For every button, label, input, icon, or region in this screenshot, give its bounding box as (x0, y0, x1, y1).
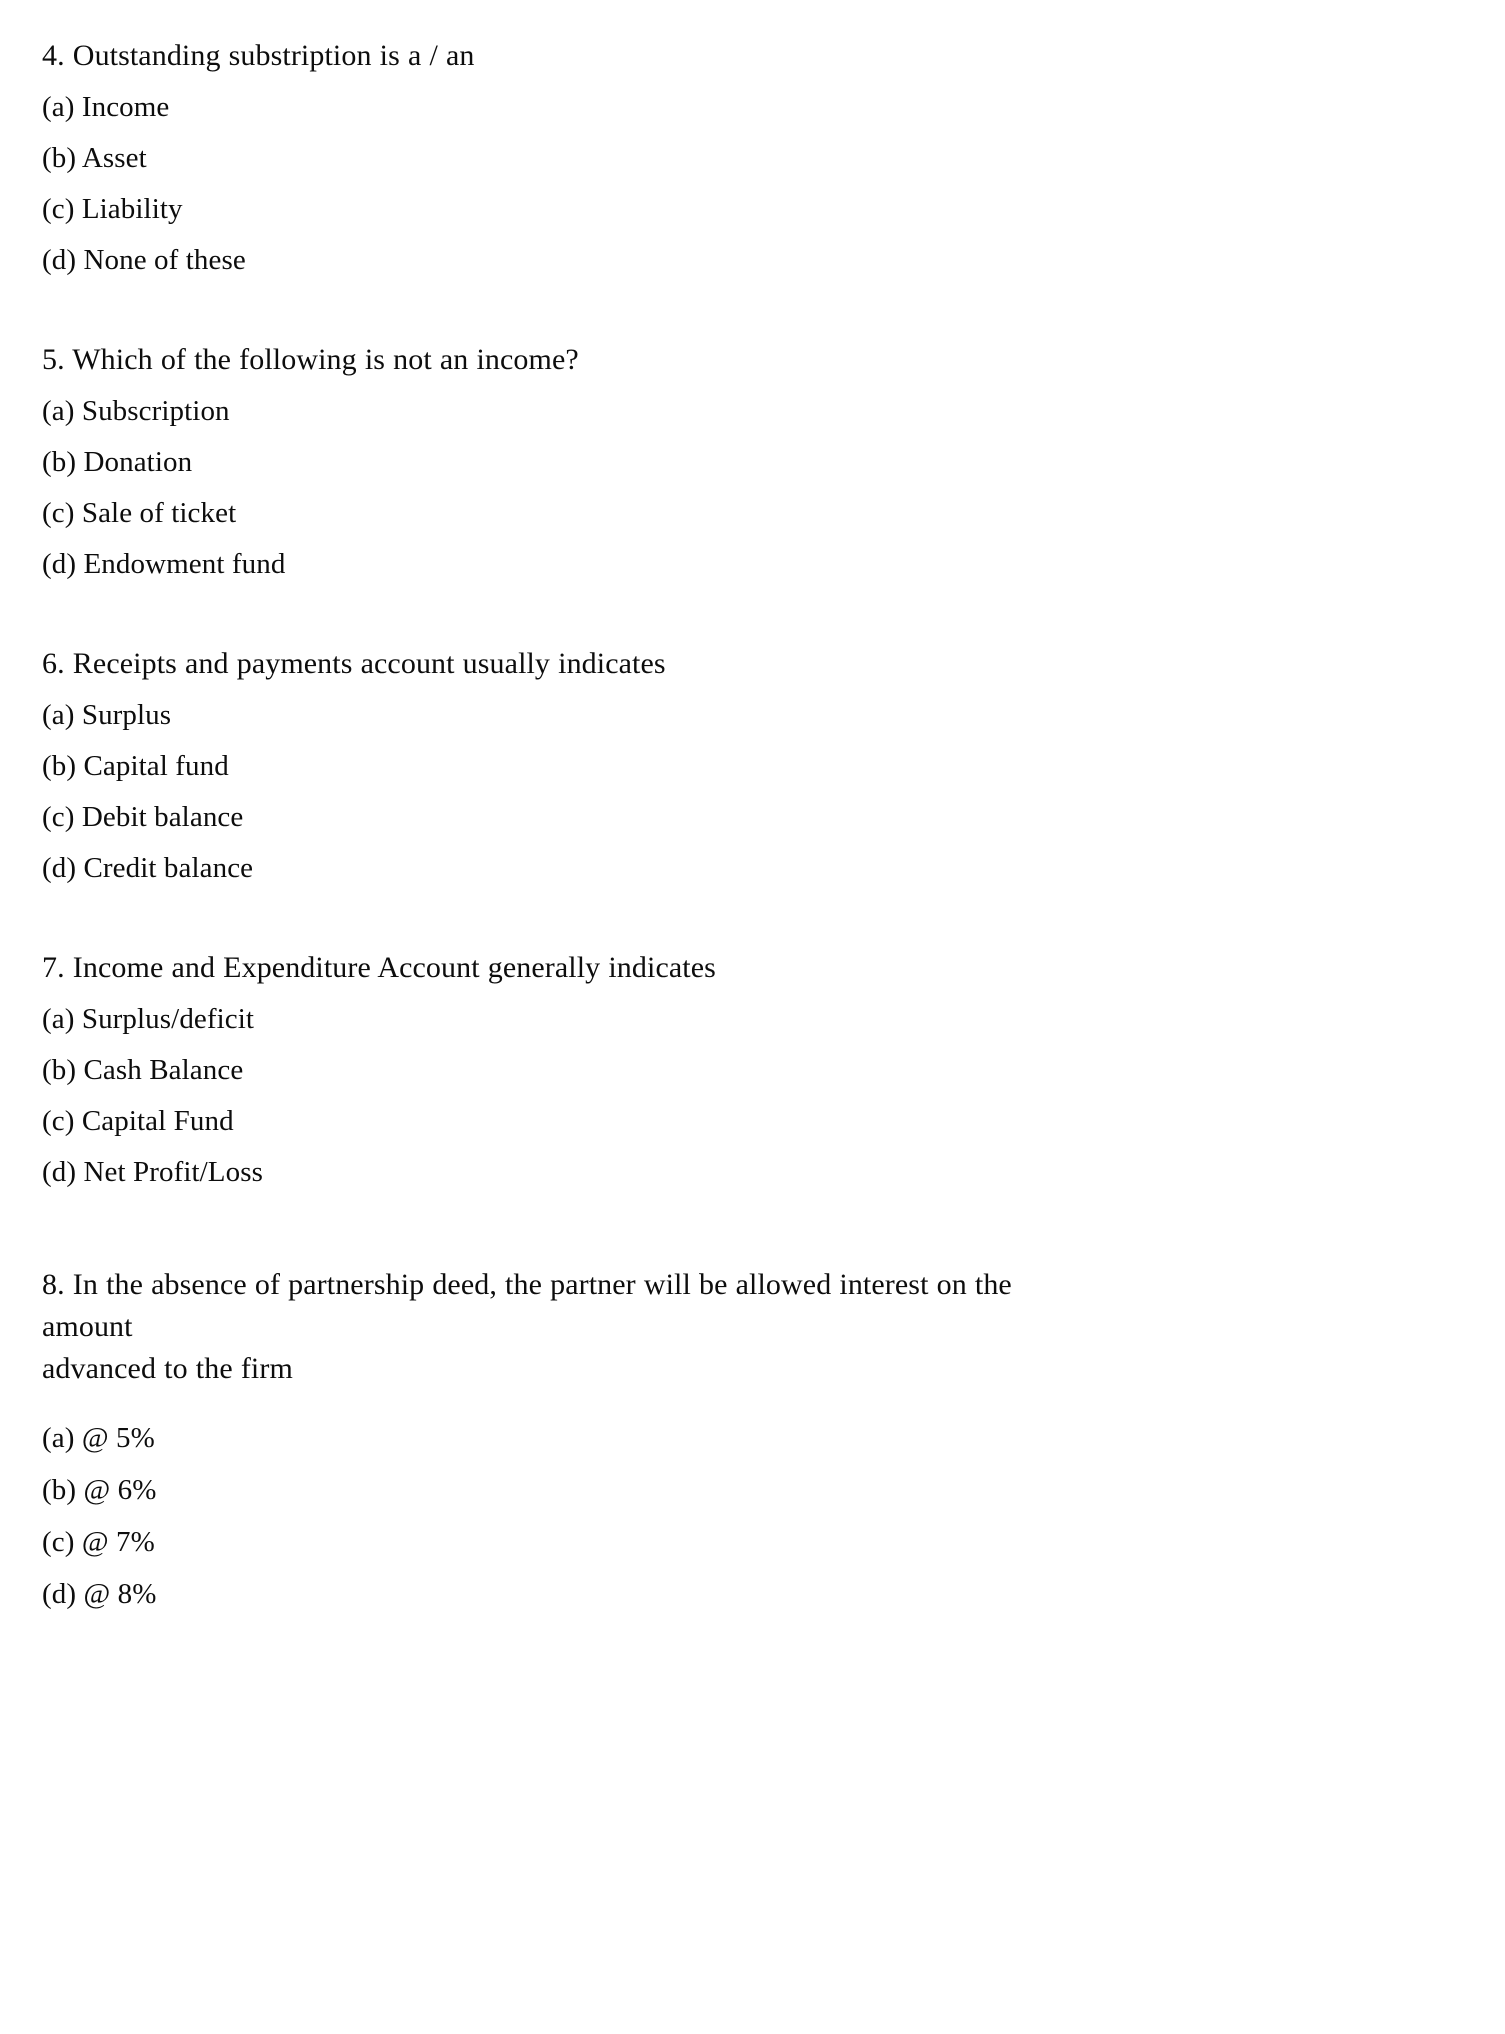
section-spacer (42, 1246, 1462, 1264)
question-stem-8-line-2: advanced to the firm (42, 1352, 293, 1385)
option-4-b[interactable]: (b) Asset (42, 142, 147, 174)
option-8-d[interactable]: (d) @ 8% (42, 1578, 157, 1610)
question-list (42, 30, 1462, 1620)
option-6-c[interactable]: (c) Debit balance (42, 801, 244, 833)
option-4-c[interactable]: (c) Liability (42, 193, 183, 225)
question-block-5 (42, 334, 1462, 590)
question-stem-7: 7. Income and Expenditure Account generally indicates (42, 951, 716, 984)
question-stem-6: 6. Receipts and payments account usually indicates (42, 647, 666, 680)
option-7-b[interactable]: (b) Cash Balance (42, 1054, 244, 1086)
option-5-a[interactable]: (a) Subscription (42, 395, 230, 427)
option-list-6 (42, 690, 1462, 894)
option-4-d[interactable]: (d) None of these (42, 244, 246, 276)
option-6-a[interactable]: (a) Surplus (42, 699, 172, 731)
option-7-a[interactable]: (a) Surplus/deficit (42, 1003, 255, 1035)
option-6-b[interactable]: (b) Capital fund (42, 750, 229, 782)
question-block-4 (42, 30, 1462, 286)
question-stem-4: 4. Outstanding substription is a / an (42, 39, 475, 72)
option-4-a[interactable]: (a) Income (42, 91, 170, 123)
option-list-7 (42, 994, 1462, 1198)
option-5-c[interactable]: (c) Sale of ticket (42, 497, 237, 529)
question-block-8 (42, 1264, 1462, 1620)
option-7-d[interactable]: (d) Net Profit/Loss (42, 1156, 263, 1188)
option-6-d[interactable]: (d) Credit balance (42, 852, 254, 884)
option-5-d[interactable]: (d) Endowment fund (42, 548, 286, 580)
option-list-4 (42, 82, 1462, 286)
question-stem-5: 5. Which of the following is not an income? (42, 343, 579, 376)
question-stem-8 (42, 1264, 1102, 1390)
option-8-b[interactable]: (b) @ 6% (42, 1474, 157, 1506)
option-5-b[interactable]: (b) Donation (42, 446, 193, 478)
option-list-5 (42, 386, 1462, 590)
option-8-c[interactable]: (c) @ 7% (42, 1526, 155, 1558)
option-8-a[interactable]: (a) @ 5% (42, 1422, 155, 1454)
question-block-7 (42, 942, 1462, 1198)
option-7-c[interactable]: (c) Capital Fund (42, 1105, 234, 1137)
question-block-6 (42, 638, 1462, 894)
question-stem-8-line-1: 8. In the absence of partnership deed, the partner will be allowed interest on the amount (42, 1268, 1012, 1343)
option-list-8 (42, 1412, 1462, 1620)
